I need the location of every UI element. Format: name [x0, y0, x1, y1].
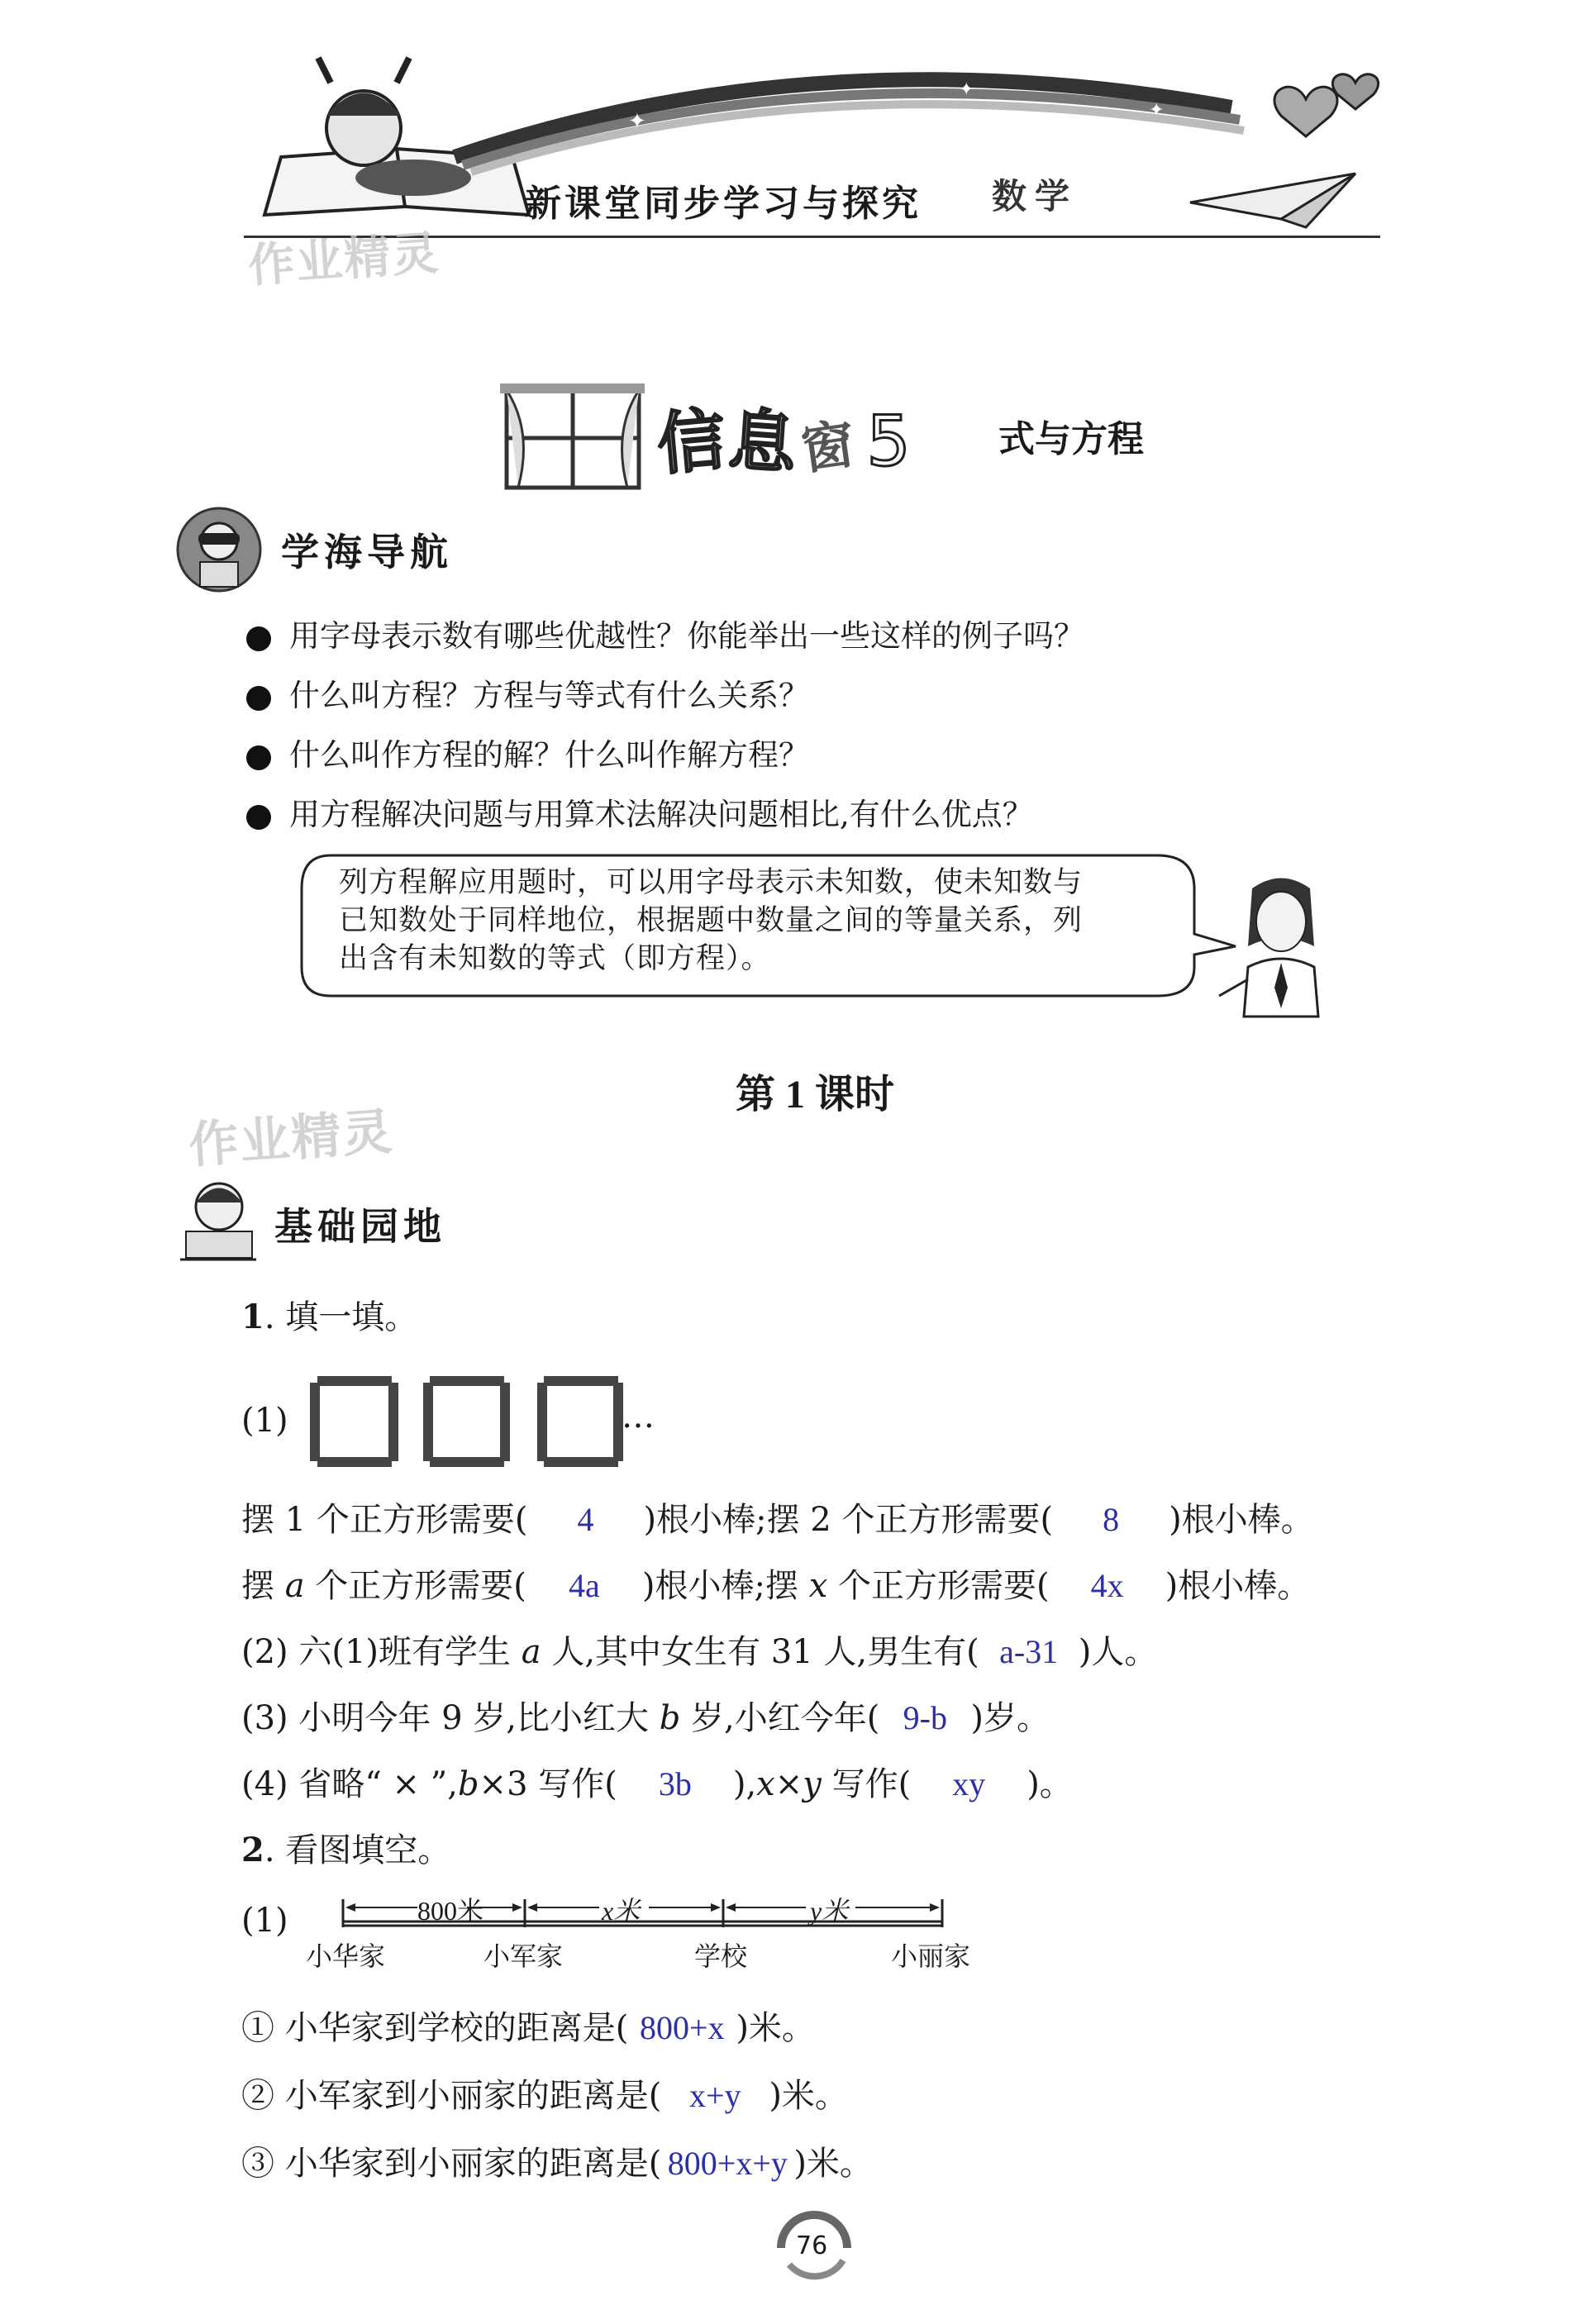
q1-line2-text-d: 个正方形需要(: [838, 1567, 1050, 1605]
question-1-number: 1: [241, 1298, 264, 1336]
speech-bubble-text: [339, 864, 1083, 978]
unit-number: 5: [866, 401, 911, 482]
lesson-title-text: 第 1 课时: [736, 1073, 895, 1117]
q1-sub3-text-c: )岁。: [970, 1699, 1050, 1737]
watermark-middle: [186, 1092, 395, 1177]
basics-heading-text: 基础园地: [274, 1204, 446, 1249]
bullet-icon: [246, 745, 271, 770]
bubble-line-2: 已知数处于同样地位，根据题中数量之间的等量关系，列: [339, 904, 1084, 937]
variable-x: x: [756, 1765, 775, 1803]
page-number: [796, 2231, 827, 2260]
question-2-number: 2: [241, 1831, 264, 1869]
watermark-top-text: 作业精灵: [246, 226, 442, 294]
q1-sub-2: [241, 1632, 1157, 1672]
q1-sub3-text-b: 岁,小红今年(: [691, 1699, 880, 1737]
q1-sub4-text-b: ×3 写作(: [479, 1765, 617, 1803]
point-label-1: [306, 1936, 385, 1974]
segment-label-2: [602, 1890, 640, 1928]
q2-sub1-label: [241, 1901, 288, 1941]
q1-sub2-text-c: )人。: [1078, 1633, 1158, 1671]
distance-line-svg: [306, 1884, 1017, 1934]
point-label-2-text: 小军家: [483, 1941, 564, 1972]
segment-label-1: [417, 1890, 483, 1928]
basics-heading: [274, 1197, 446, 1251]
variable-y: y: [803, 1765, 822, 1803]
q2-item-3-end: )米。: [793, 2145, 873, 2183]
guide-question-2: [246, 676, 809, 716]
segment-label-1-text: 800米: [417, 1896, 484, 1926]
variable-b: b: [457, 1765, 479, 1803]
variable-a: a: [284, 1567, 305, 1605]
q1-line-2: [241, 1566, 1310, 1606]
q2-item-3-text: 小华家到小丽家的距离是(: [284, 2145, 662, 2183]
answer-blank[interactable]: a-31: [999, 1633, 1059, 1670]
lesson-title: [736, 1062, 894, 1119]
answer-blank[interactable]: xy: [952, 1765, 986, 1803]
item-mark-1: ①: [241, 2009, 274, 2047]
q1-sub4-text-c: ),: [732, 1765, 757, 1803]
bullet-icon: [246, 686, 271, 711]
q2-item-3: [241, 2144, 873, 2184]
answer-blank[interactable]: x+y: [689, 2077, 741, 2114]
guide-heading: [281, 522, 453, 577]
q1-line2-text-c: )根小棒;摆: [641, 1567, 798, 1605]
unit-label-char-1: 信: [654, 400, 729, 485]
segment-label-2-text: x米: [602, 1896, 641, 1926]
q1-sub1-label: [241, 1401, 288, 1441]
q1-line2-text-a: 摆: [241, 1567, 274, 1605]
bubble-line-3: 出含有未知数的等式（即方程）。: [339, 942, 771, 975]
bullet-icon: [246, 805, 271, 830]
segment-label-3: [810, 1890, 848, 1928]
unit-label: [654, 388, 911, 485]
q1-sub4-text-f: )。: [1027, 1765, 1073, 1803]
q2-item-1: [241, 2008, 815, 2048]
q1-sub4-times: ×: [774, 1765, 803, 1803]
watermark-top: [245, 217, 441, 296]
guide-question-text: 用方程解决问题与用算术法解决问题相比,有什么优点？: [289, 797, 1033, 832]
q2-item-2-text: 小军家到小丽家的距离是(: [284, 2077, 662, 2115]
svg-text:✦: ✦: [1149, 100, 1165, 121]
question-1-text: . 填一填。: [264, 1298, 418, 1336]
q1-sub4-text-a: (4) 省略“ × ”,: [241, 1765, 458, 1803]
q1-sub1-label-text: (1): [241, 1402, 288, 1440]
teacher-illustration: [1215, 872, 1347, 1021]
ellipsis-text: …: [622, 1398, 655, 1436]
q1-line-1: [241, 1500, 1314, 1540]
guide-heading-text: 学海导航: [281, 530, 453, 574]
subject-text: 数学: [992, 176, 1079, 217]
q1-sub2-text-a: (2) 六(1)班有学生: [241, 1633, 512, 1671]
answer-blank[interactable]: 4x: [1090, 1567, 1124, 1604]
q1-sub3-text-a: (3) 小明今年 9 岁,比小红大: [241, 1699, 649, 1737]
unit-label-char-3: 窗: [798, 413, 859, 483]
unit-title-text: 式与方程: [998, 418, 1144, 460]
answer-blank[interactable]: 3b: [658, 1765, 692, 1803]
guide-avatar-icon: [174, 504, 273, 595]
guide-question-text: 用字母表示数有哪些优越性？你能举出一些这样的例子吗？: [289, 618, 1084, 654]
q1-line2-text-b: 个正方形需要(: [315, 1567, 526, 1605]
answer-blank[interactable]: 800+x+y: [667, 2145, 788, 2182]
answer-blank[interactable]: 4: [577, 1501, 594, 1538]
series-title-text: 新课堂同步学习与探究: [525, 183, 922, 225]
answer-blank[interactable]: 800+x: [640, 2009, 725, 2046]
bullet-icon: [246, 626, 271, 651]
guide-question-1: [246, 617, 1084, 656]
q1-sub4-text-e: 写作(: [831, 1765, 912, 1803]
q2-item-2-end: )米。: [769, 2077, 848, 2115]
q1-sub2-text-b: 人,其中女生有 31 人,男生有(: [551, 1633, 979, 1671]
answer-blank[interactable]: 8: [1103, 1501, 1120, 1538]
point-label-3: [694, 1936, 747, 1974]
squares-ellipsis: [622, 1397, 655, 1436]
svg-text:✦: ✦: [959, 79, 974, 100]
variable-a: a: [521, 1633, 541, 1671]
unit-label-char-2: 息: [726, 401, 799, 484]
header-series-title: [525, 174, 922, 226]
question-2-title: [241, 1831, 450, 1870]
variable-b: b: [659, 1699, 681, 1737]
point-label-2: [483, 1936, 563, 1974]
q2-item-2: [241, 2076, 848, 2116]
q1-line2-text-e: )根小棒。: [1165, 1567, 1311, 1605]
point-label-3-text: 学校: [694, 1941, 748, 1972]
guide-question-4: [246, 795, 1033, 835]
point-label-4: [891, 1936, 970, 1974]
guide-question-text: 什么叫作方程的解？什么叫作解方程？: [289, 737, 809, 773]
point-label-1-text: 小华家: [306, 1941, 386, 1972]
segment-label-3-text: y米: [810, 1896, 849, 1926]
guide-question-text: 什么叫方程？方程与等式有什么关系？: [289, 678, 809, 713]
answer-blank[interactable]: 4a: [569, 1567, 600, 1604]
question-1-title: [241, 1298, 417, 1337]
basics-avatar-icon: [174, 1174, 264, 1264]
unit-window-icon: [500, 382, 645, 493]
answer-blank[interactable]: 9-b: [903, 1699, 947, 1736]
svg-text:✦: ✦: [628, 109, 646, 134]
page-number-text: 76: [796, 2231, 828, 2260]
point-label-4-text: 小丽家: [891, 1941, 971, 1972]
q2-item-1-text: 小华家到学校的距离是(: [284, 2009, 629, 2047]
bubble-line-1: 列方程解应用题时，可以用字母表示未知数，使未知数与: [339, 866, 1084, 899]
q1-line1-text-c: )根小棒。: [1169, 1501, 1314, 1539]
q1-sub-3: [241, 1698, 1050, 1738]
variable-x: x: [808, 1567, 828, 1605]
header-subject-badge: [992, 169, 1099, 219]
item-mark-2: ②: [241, 2077, 274, 2115]
matchstick-squares-figure: [306, 1376, 661, 1467]
unit-title: [998, 409, 1144, 462]
item-mark-3: ③: [241, 2145, 274, 2183]
watermark-middle-text: 作业精灵: [187, 1102, 396, 1175]
guide-question-3: [246, 736, 809, 775]
q2-item-1-end: )米。: [736, 2009, 815, 2047]
question-2-text: . 看图填空。: [264, 1831, 451, 1869]
q1-sub-4: [241, 1764, 1073, 1804]
q1-line1-text-b: )根小棒;摆 2 个正方形需要(: [643, 1501, 1054, 1539]
q1-line1-text-a: 摆 1 个正方形需要(: [241, 1501, 528, 1539]
q2-sub1-label-text: (1): [241, 1902, 288, 1940]
